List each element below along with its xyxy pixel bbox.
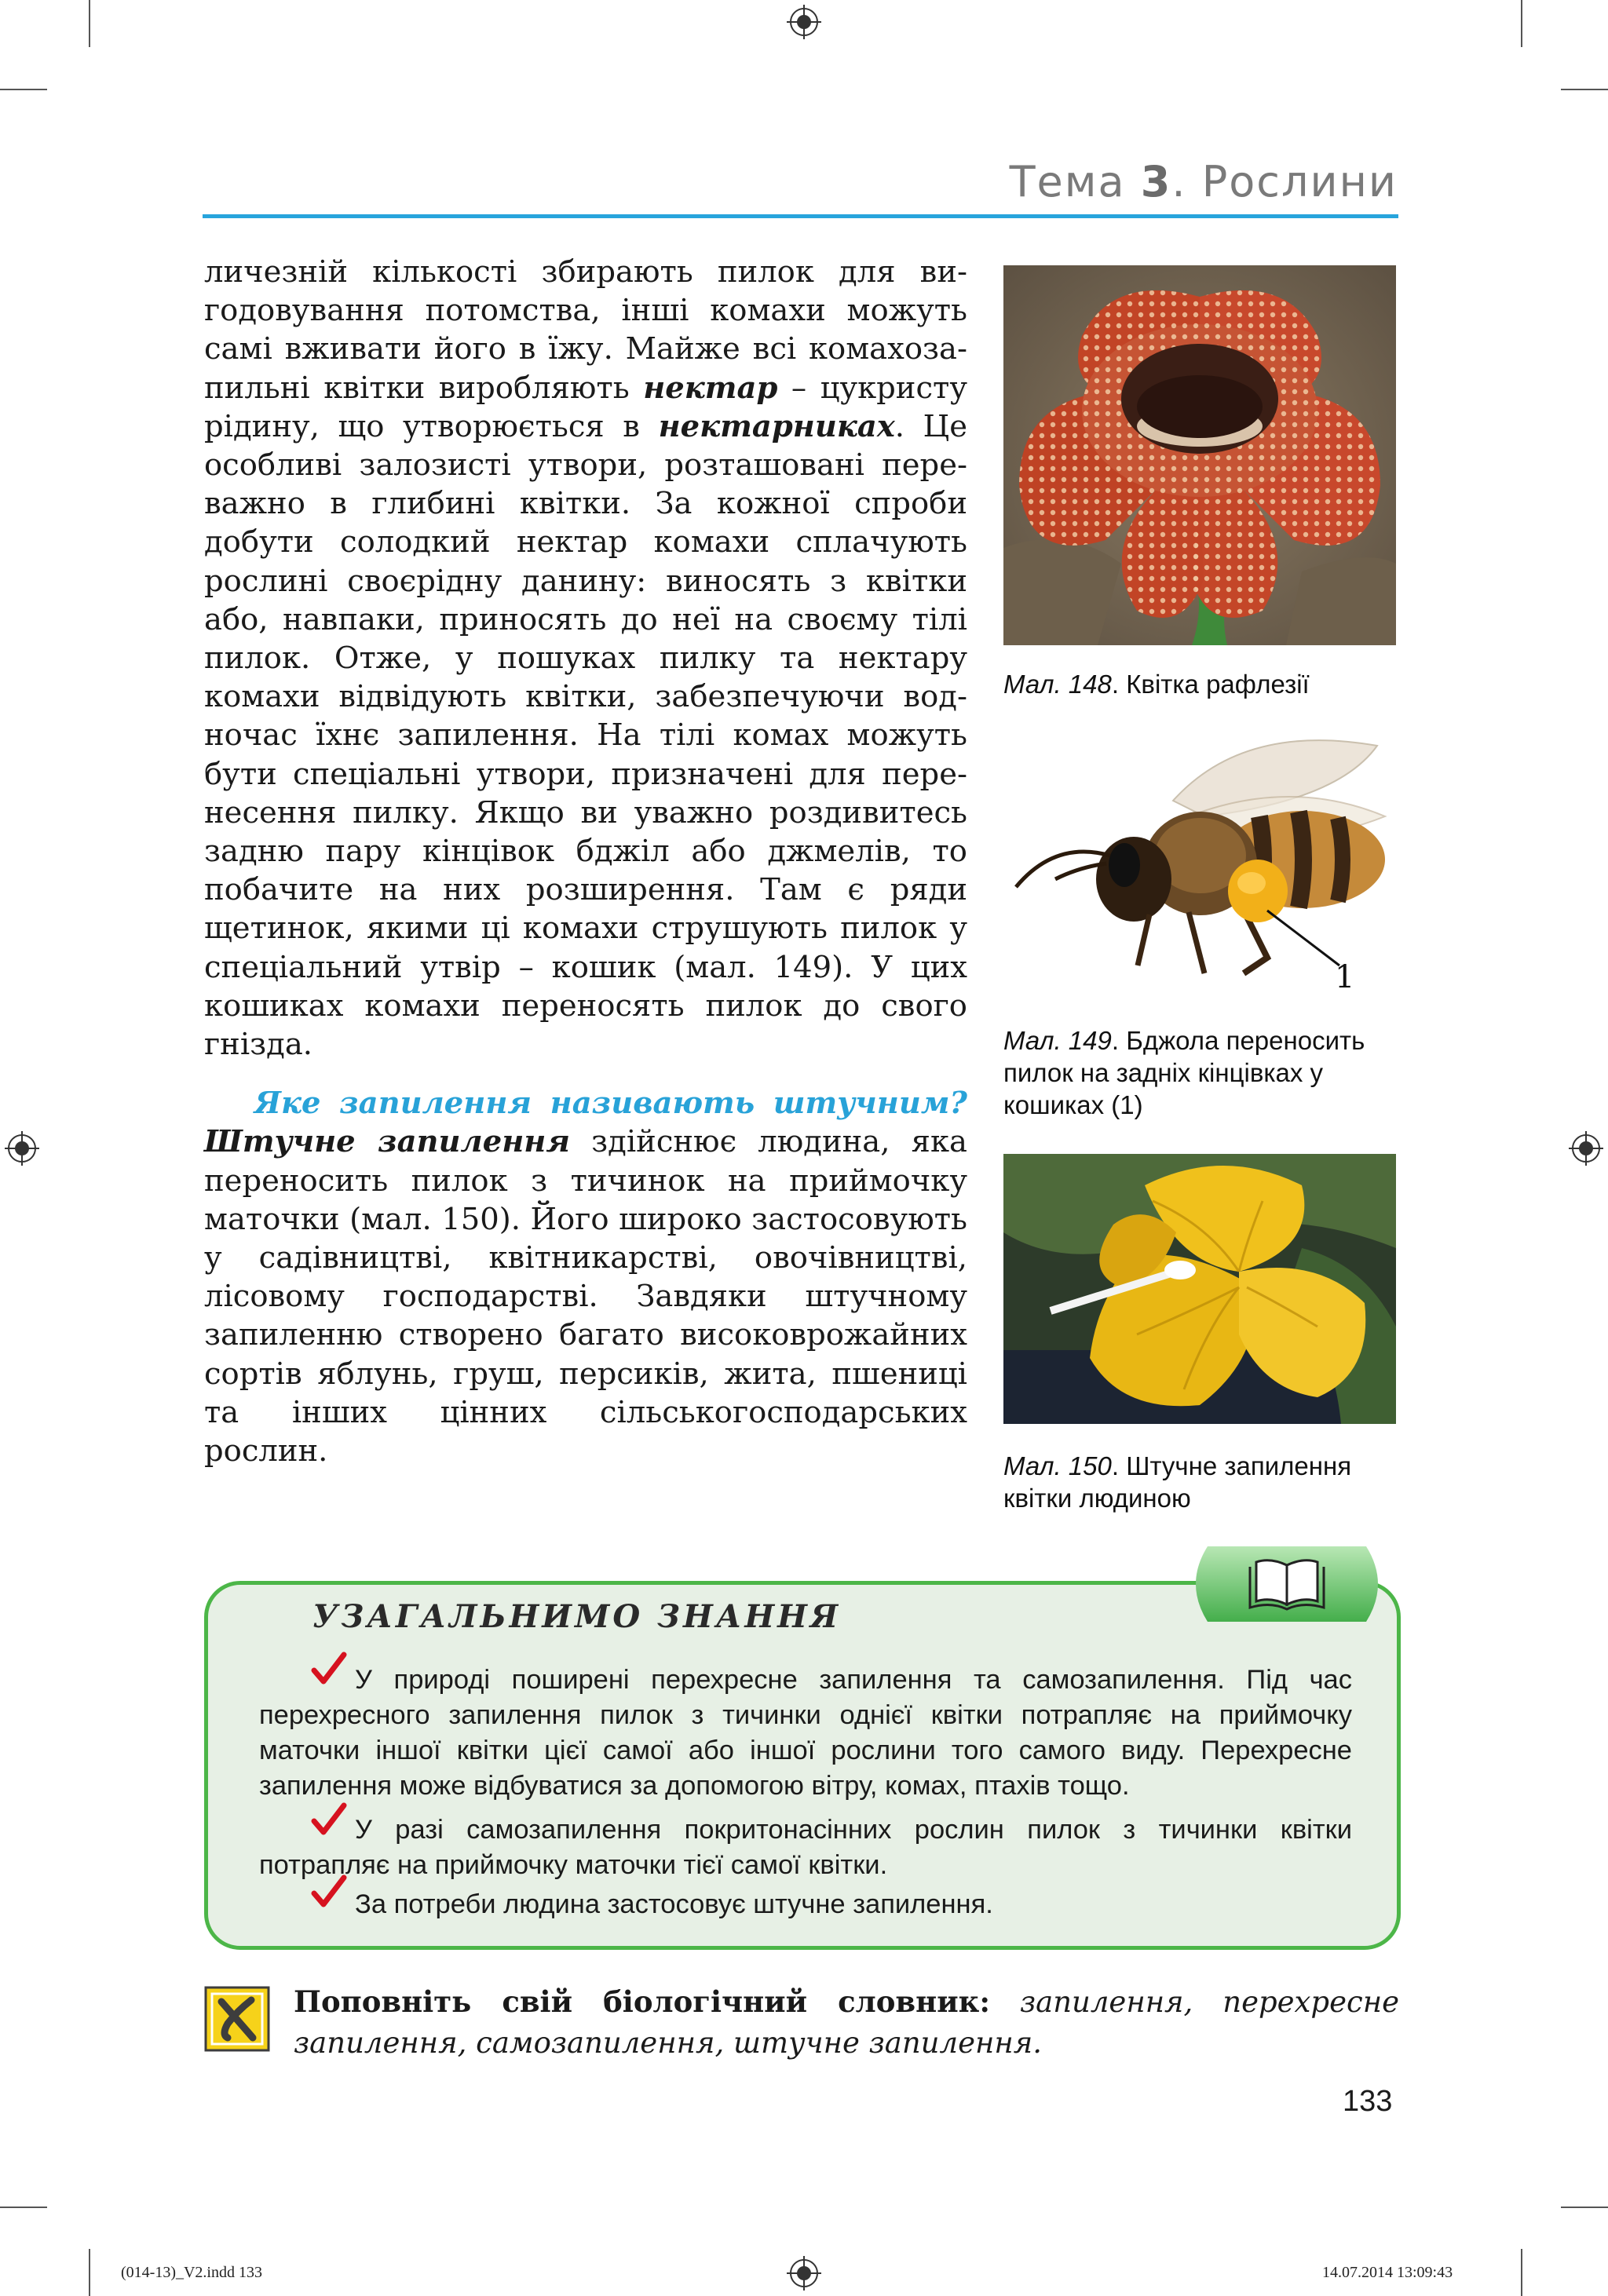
crop-mark xyxy=(0,89,47,90)
crop-mark xyxy=(89,0,90,47)
term-nectar: нектар xyxy=(643,370,778,406)
figure-148-label: Мал. 148 xyxy=(1003,670,1112,699)
paragraph-artificial-pollination: Яке запилення називають штучним? Штучне запилення здійснює людина, яка переносить пилок з тичинок на приймочку маточки (мал. 150). Його широко застосовують у садівництві, квітникарстві, овочівництві, лісовому господарстві. Завдяки штучному запиленню створено багато високоврожайних сортів яблунь, груш, персиків, жита, пшениці та інших цінних сільськогосподарських рослин. xyxy=(204,1086,967,1469)
figure-149-bee-photo xyxy=(1008,730,1396,989)
figure-149-label: Мал. 149 xyxy=(1003,1026,1112,1055)
figure-149-callout: 1 xyxy=(1335,959,1355,995)
open-book-icon xyxy=(1184,1543,1390,1625)
term-nectaries: нектарниках xyxy=(658,408,895,444)
figure-148-rafflesia-photo xyxy=(1003,265,1396,645)
question-heading: Яке запилення називають штучним? xyxy=(254,1086,967,1122)
figure-148-caption: Мал. 148. Квітка рафлезії xyxy=(1003,670,1310,699)
registration-mark-icon xyxy=(787,2256,821,2291)
chapter-header-number: 3 xyxy=(1140,157,1172,206)
crop-mark xyxy=(0,2207,47,2208)
chapter-header xyxy=(1010,157,1398,206)
crop-mark xyxy=(1561,89,1608,90)
dictionary-lead: Поповніть свій біологічний словник: xyxy=(294,1984,991,2019)
crop-mark xyxy=(1521,2249,1522,2296)
dictionary-icon xyxy=(204,1986,270,2052)
term-artificial-pollination: Штучне запилення xyxy=(204,1124,570,1160)
crop-mark xyxy=(1561,2207,1608,2208)
main-text xyxy=(204,253,967,1470)
crop-mark xyxy=(89,2249,90,2296)
header-rule xyxy=(203,214,1398,218)
registration-mark-icon xyxy=(787,5,821,39)
figure-150-caption: Мал. 150. Штучне запилення квітки людиною xyxy=(1003,1451,1352,1513)
paragraph-pollination-insects: личезній кількості збирають пилок для ви- годовування потомства, інші комахи можуть самі вживати його в їжу. Майже всі комахоза- пильні квітки виробляють нектар – цукристу рідину, що утворюється в нектарниках. Це особливі залозисті утвори, розташовані пере- важно в глибині квітки. За кожної спроби добути солодкий нектар комахи сплачують рослині своєрідну данину: виносять з квітки або, навпаки, приносять до неї на своєму тілі пилок. Отже, у пошуках пилку та нектару комахи відвідують квітки, забезпечуючи вод- ночас їхнє запилення. На тілі комах можуть бути спеціальні утвори, призначені для пере- несення пилку. Якщо ви уважно роздивитесь задню пару кінцівок бджіл або джмелів, то побачите на них розширення. Там є ряди щетинок, якими ці комахи струшують пилок у спеціальний утвір – кошик (мал. 149). У цих кошиках комахи переносять пилок до свого гнізда. xyxy=(204,254,967,1063)
chapter-header-rest: . Рослини xyxy=(1171,157,1398,206)
summary-item-1: У природі поширені перехресне запилення та самозапилення. Під час перехресного запилення пилок з тичинки однієї квітки потрапляє на приймочку маточки іншої квітки цієї самої або іншої рослини того самого виду. Перехресне запилення може відбуватися за допомогою вітру, комах, птахів тощо. xyxy=(259,1665,1352,1801)
page-number: 133 xyxy=(1343,2085,1393,2118)
summary-item-2: У разі самозапилення покритонасінних рослин пилок з тичинки квітки потрапляє на приймочку маточки тієї самої квітки. xyxy=(259,1815,1352,1880)
summary-item-3: За потреби людина застосовує штучне запилення. xyxy=(355,1889,993,1919)
slug-file: (014-13)_V2.indd 133 xyxy=(121,2264,262,2281)
dictionary-terms: запилення, перехресне запилення, самозапилення, штучне запилення. xyxy=(294,1985,1399,2060)
figure-150-pollination-photo xyxy=(1003,1154,1396,1424)
slug-timestamp: 14.07.2014 13:09:43 xyxy=(1322,2264,1453,2281)
summary-title: УЗАГАЛЬНИМО ЗНАННЯ xyxy=(312,1598,842,1635)
chapter-header-word: Тема xyxy=(1009,157,1126,206)
registration-mark-icon xyxy=(5,1131,39,1166)
registration-mark-icon xyxy=(1569,1131,1603,1166)
crop-mark xyxy=(1521,0,1522,47)
figure-150-label: Мал. 150 xyxy=(1003,1451,1112,1480)
dictionary-prompt xyxy=(294,1981,1399,2064)
figure-149-caption: Мал. 149. Бджола переносить пилок на задніх кінцівках у кошиках (1) xyxy=(1003,1026,1365,1119)
